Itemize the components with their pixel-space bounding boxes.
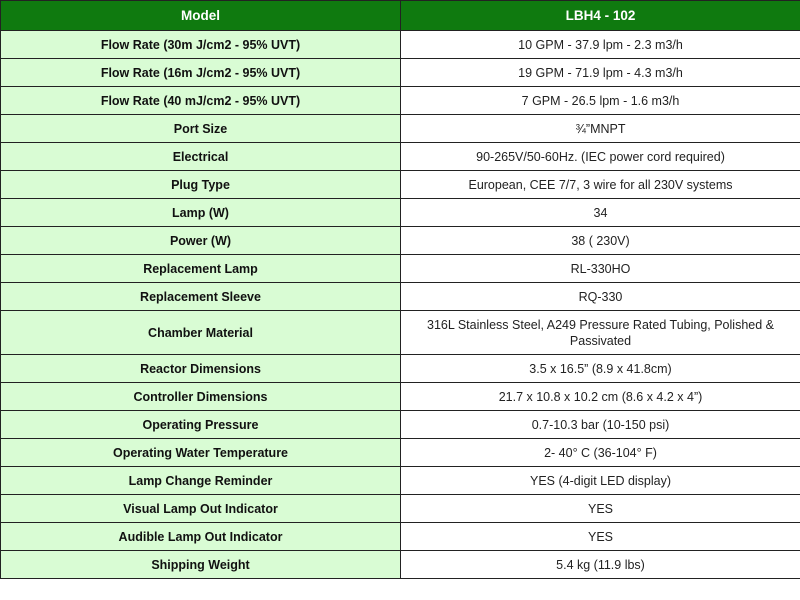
row-label: Visual Lamp Out Indicator xyxy=(1,495,401,523)
row-label: Flow Rate (30m J/cm2 - 95% UVT) xyxy=(1,31,401,59)
header-model: LBH4 - 102 xyxy=(401,1,800,31)
header-row xyxy=(1,1,800,31)
row-value: YES xyxy=(401,523,800,551)
row-value: YES (4-digit LED display) xyxy=(401,467,800,495)
row-label: Port Size xyxy=(1,115,401,143)
table-row xyxy=(1,115,800,143)
row-label: Operating Water Temperature xyxy=(1,439,401,467)
row-label: Lamp (W) xyxy=(1,199,401,227)
table-row xyxy=(1,411,800,439)
row-value: 19 GPM - 71.9 lpm - 4.3 m3/h xyxy=(401,59,800,87)
table-row xyxy=(1,143,800,171)
row-label: Reactor Dimensions xyxy=(1,355,401,383)
row-value: 34 xyxy=(401,199,800,227)
row-label: Replacement Sleeve xyxy=(1,283,401,311)
row-label: Replacement Lamp xyxy=(1,255,401,283)
table-row xyxy=(1,283,800,311)
table-row xyxy=(1,171,800,199)
table-row xyxy=(1,87,800,115)
row-label: Controller Dimensions xyxy=(1,383,401,411)
table-row xyxy=(1,523,800,551)
row-value: YES xyxy=(401,495,800,523)
table-row xyxy=(1,467,800,495)
row-value: 10 GPM - 37.9 lpm - 2.3 m3/h xyxy=(401,31,800,59)
table-row xyxy=(1,551,800,579)
table-row xyxy=(1,31,800,59)
row-label: Lamp Change Reminder xyxy=(1,467,401,495)
row-label: Flow Rate (40 mJ/cm2 - 95% UVT) xyxy=(1,87,401,115)
row-value: 0.7-10.3 bar (10-150 psi) xyxy=(401,411,800,439)
table-row xyxy=(1,199,800,227)
row-value: 5.4 kg (11.9 lbs) xyxy=(401,551,800,579)
table-row xyxy=(1,383,800,411)
table-row xyxy=(1,355,800,383)
row-value: 2- 40° C (36-104° F) xyxy=(401,439,800,467)
row-label: Plug Type xyxy=(1,171,401,199)
row-value: 38 ( 230V) xyxy=(401,227,800,255)
table-row xyxy=(1,311,800,355)
row-value: European, CEE 7/7, 3 wire for all 230V systems xyxy=(401,171,800,199)
row-label: Electrical xyxy=(1,143,401,171)
row-value: 90-265V/50-60Hz. (IEC power cord required) xyxy=(401,143,800,171)
header-label: Model xyxy=(1,1,401,31)
row-label: Power (W) xyxy=(1,227,401,255)
row-label: Audible Lamp Out Indicator xyxy=(1,523,401,551)
row-value: RL-330HO xyxy=(401,255,800,283)
row-label: Flow Rate (16m J/cm2 - 95% UVT) xyxy=(1,59,401,87)
row-label: Operating Pressure xyxy=(1,411,401,439)
row-value: 21.7 x 10.8 x 10.2 cm (8.6 x 4.2 x 4”) xyxy=(401,383,800,411)
table-row xyxy=(1,59,800,87)
row-value: 3.5 x 16.5” (8.9 x 41.8cm) xyxy=(401,355,800,383)
row-value: 316L Stainless Steel, A249 Pressure Rated Tubing, Polished & Passivated xyxy=(401,311,800,355)
row-value: RQ-330 xyxy=(401,283,800,311)
row-value: ¾”MNPT xyxy=(401,115,800,143)
table-row xyxy=(1,227,800,255)
table-row xyxy=(1,255,800,283)
row-value: 7 GPM - 26.5 lpm - 1.6 m3/h xyxy=(401,87,800,115)
table-row xyxy=(1,439,800,467)
table-row xyxy=(1,495,800,523)
row-label: Shipping Weight xyxy=(1,551,401,579)
row-label: Chamber Material xyxy=(1,311,401,355)
